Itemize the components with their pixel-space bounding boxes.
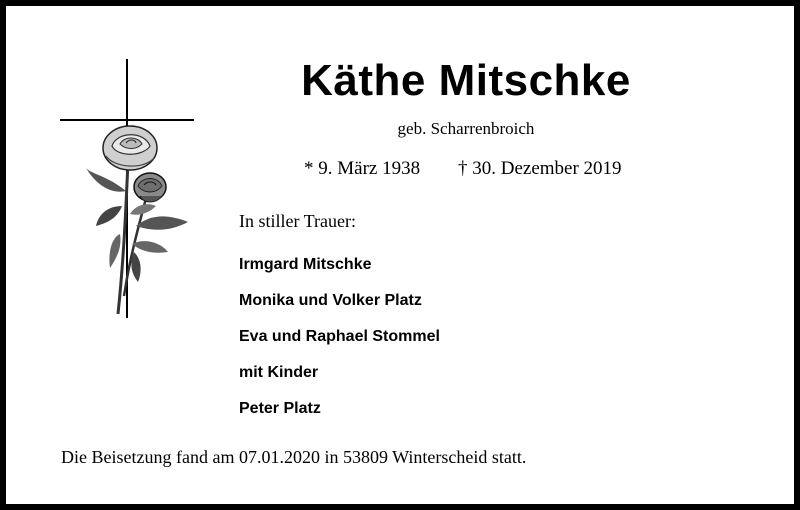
mourner-name: mit Kinder [239,364,319,381]
mourner-list [239,254,440,434]
birth-date: * 9. März 1938 [304,158,421,179]
mourner-name: Eva und Raphael Stommel [239,328,440,345]
mourner-name: Irmgard Mitschke [239,256,372,273]
cross-with-roses-icon [56,56,201,321]
burial-note: Die Beisetzung fand am 07.01.2020 in 53809 Winterscheid statt. [61,447,527,467]
birth-name: geb. Scharrenbroich [397,119,535,138]
death-date: † 30. Dezember 2019 [458,158,622,179]
mourner-name: Peter Platz [239,400,321,417]
mourning-intro: In stiller Trauer: [239,211,356,231]
deceased-name: Käthe Mitschke [301,56,631,105]
mourner-name: Monika und Volker Platz [239,292,422,309]
